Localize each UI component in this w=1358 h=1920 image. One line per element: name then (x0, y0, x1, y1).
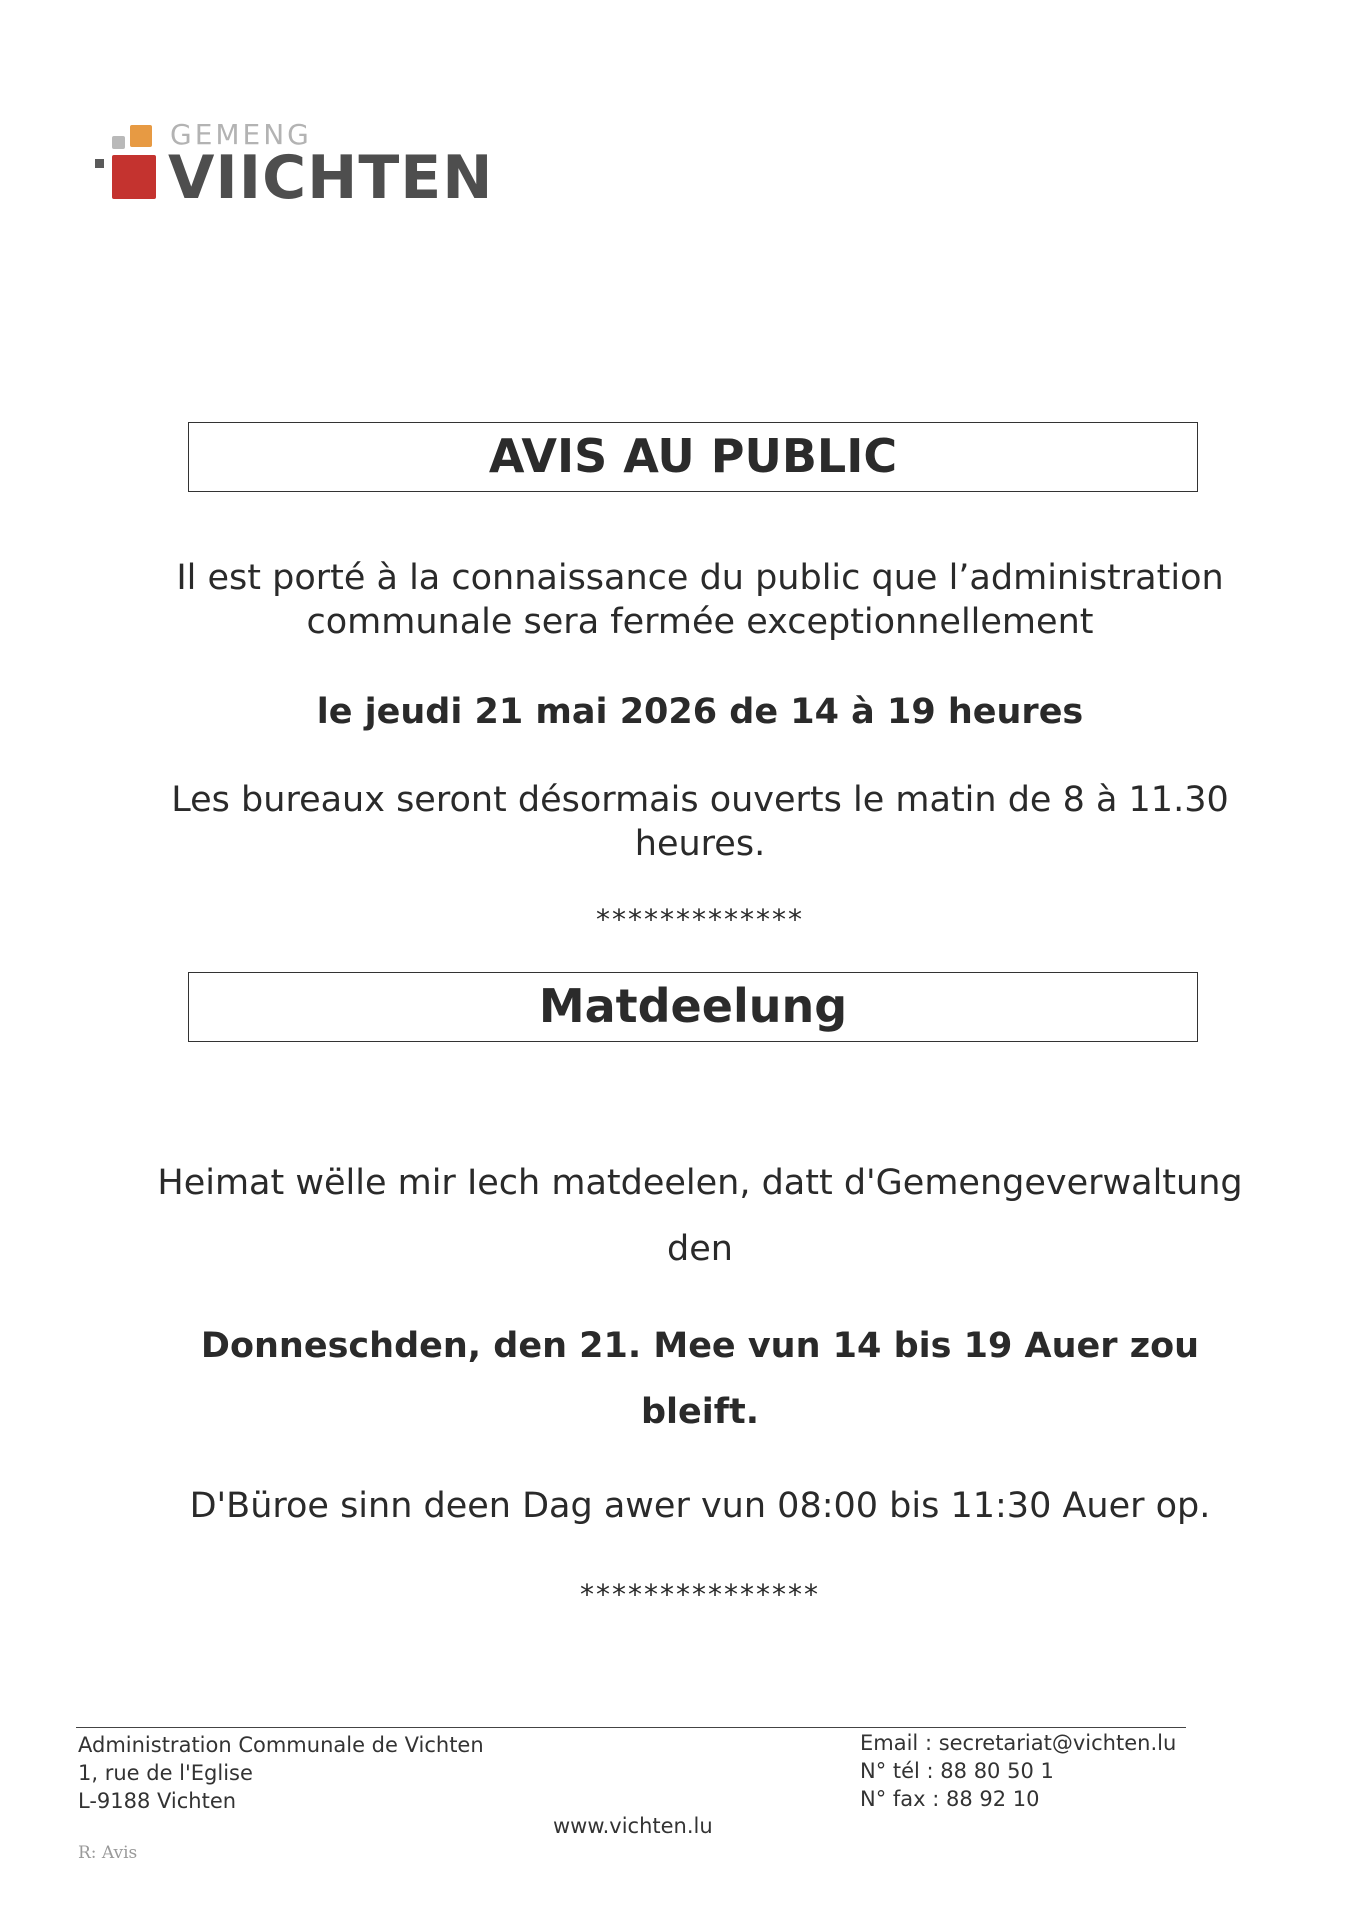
notice-heading-lu: Matdeelung (188, 972, 1198, 1042)
footer-website: www.vichten.lu (553, 1814, 713, 1838)
footer-fax: N° fax : 88 92 10 (860, 1787, 1040, 1811)
footer-contact (860, 1729, 1176, 1813)
closure-date-fr: le jeudi 21 mai 2026 de 14 à 19 heures (316, 692, 1084, 732)
notice-intro-fr (120, 556, 1280, 644)
footer-divider (76, 1727, 1186, 1728)
closure-date-lu (120, 1313, 1280, 1445)
footer-address-line2: 1, rue de l'Eglise (78, 1761, 253, 1785)
office-hours-fr-line2: heures. (634, 824, 766, 864)
logo-orange-square (130, 125, 152, 147)
footer-email: Email : secretariat@vichten.lu (860, 1731, 1177, 1755)
office-hours-lu: D'Büroe sinn deen Dag awer vun 08:00 bis 11:30 Auer op. (189, 1486, 1211, 1526)
closure-date-lu-line2: bleift. (640, 1392, 760, 1432)
logo-gemeng-text: GEMENG (170, 118, 312, 151)
notice-intro-lu-line1: Heimat wëlle mir Iech matdeelen, datt d'Gemengeverwaltung (157, 1163, 1243, 1203)
notice-intro-fr-line1: Il est porté à la connaissance du public que l’administration (176, 558, 1224, 598)
footer-address-line3: L-9188 Vichten (78, 1789, 237, 1813)
footer-address (78, 1731, 484, 1815)
footer-address-line1: Administration Communale de Vichten (78, 1733, 484, 1757)
footer-phone: N° tél : 88 80 50 1 (860, 1759, 1054, 1783)
notice-intro-lu-line2: den (667, 1229, 733, 1269)
office-hours-fr (120, 778, 1280, 866)
office-hours-fr-line1: Les bureaux seront désormais ouverts le matin de 8 à 11.30 (171, 780, 1229, 820)
footer-reference: R: Avis (78, 1843, 138, 1863)
closure-date-lu-line1: Donneschden, den 21. Mee vun 14 bis 19 Auer zou (200, 1326, 1200, 1366)
commune-logo (92, 118, 512, 213)
logo-grey-square (112, 136, 125, 149)
logo-red-square (112, 155, 156, 199)
separator-lu: *************** (580, 1578, 820, 1611)
notice-intro-lu (120, 1150, 1280, 1282)
separator-fr: ************* (596, 903, 804, 936)
notice-intro-fr-line2: communale sera fermée exceptionnellement (306, 602, 1094, 642)
notice-heading-fr: AVIS AU PUBLIC (188, 422, 1198, 492)
logo-viichten-text: VIICHTEN (168, 143, 494, 213)
logo-dot (95, 159, 104, 168)
